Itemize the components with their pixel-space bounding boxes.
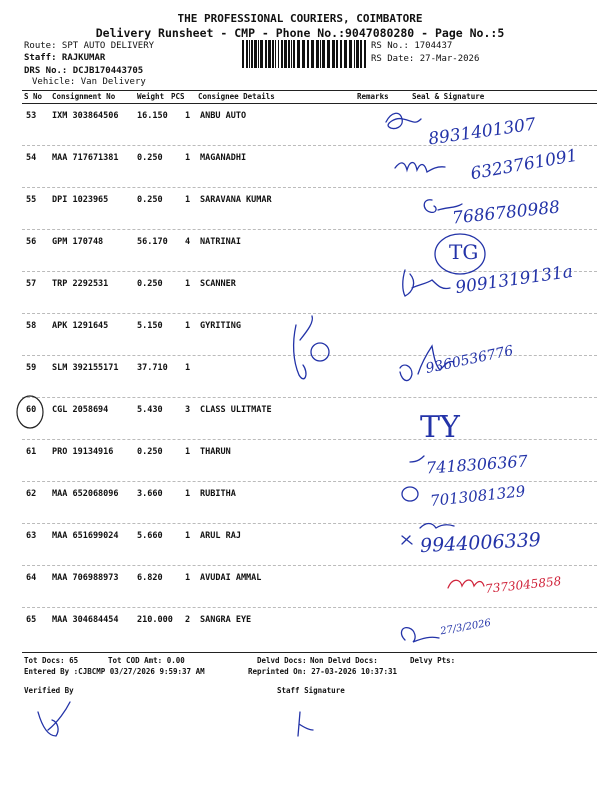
- handwritten-note: 7418306367: [425, 451, 529, 478]
- table-row: 58 APK 1291645 5.150 1 GYRITING: [22, 313, 597, 356]
- non-delvd-docs: Non Delvd Docs:: [310, 656, 378, 665]
- vehicle-label: Vehicle: Van Delivery: [32, 77, 146, 87]
- signature-row-57: [403, 270, 450, 296]
- tot-docs: Tot Docs: 65: [24, 656, 79, 665]
- handwritten-note: 7013081329: [429, 482, 527, 510]
- table-row: 60 CGL 2058694 5.430 3 CLASS ULITMATE: [22, 397, 597, 440]
- table-row: 59 SLM 392155171 37.710 1: [22, 355, 597, 398]
- table-row: 65 MAA 304684454 210.000 2 SANGRA EYE: [26, 615, 252, 625]
- staff-signature-label: Staff Signature: [277, 686, 345, 695]
- handwritten-note: 9360536776: [424, 342, 515, 378]
- row-60-circle: [17, 396, 43, 428]
- table-row: 53 IXM 303864506 16.150 1 ANBU AUTO: [22, 103, 597, 146]
- footer-divider: [22, 652, 597, 653]
- tg-circle: [435, 234, 485, 274]
- signature-row-63b: [420, 524, 454, 529]
- handwritten-note: 7373045858: [484, 574, 562, 596]
- tot-cod-amt: Tot COD Amt: 0.00: [108, 656, 185, 665]
- signature-row-53: [386, 113, 421, 128]
- signature-row-59: [400, 346, 454, 381]
- route-label: Route: SPT AUTO DELIVERY: [24, 41, 155, 51]
- entered-by: Entered By :CJBCMP 03/27/2026 9:59:37 AM: [24, 667, 205, 676]
- signature-row-55: [424, 200, 462, 213]
- handwritten-note: TY: [420, 410, 460, 445]
- signature-row-58: [294, 316, 313, 379]
- signature-row-54: [395, 163, 445, 173]
- signature-row-61: [410, 456, 424, 462]
- table-row: 62 MAA 652068096 3.660 1 RUBITHA: [22, 481, 597, 524]
- rs-number: RS No.: 1704437: [371, 41, 453, 51]
- signature-row-63: [402, 536, 412, 544]
- runsheet-subtitle: Delivery Runsheet - CMP - Phone No.:9047080280 - Page No.:5: [95, 26, 505, 40]
- table-row: 56 GPM 170748 56.170 4 NATRINAI: [22, 229, 597, 272]
- reprinted-on: Reprinted On: 27-03-2026 10:37:31: [248, 667, 398, 676]
- handwritten-note: 7686780988: [451, 197, 561, 229]
- staff-label: Staff: RAJKUMAR: [24, 53, 106, 63]
- col-sno: S No: [24, 92, 43, 101]
- table-row: 63 MAA 651699024 5.660 1 ARUL RAJ: [22, 523, 597, 566]
- verified-signature: [38, 702, 70, 736]
- col-pcs: PCS: [171, 92, 185, 101]
- col-seal-signature: Seal & Signature: [412, 92, 485, 101]
- company-title: THE PROFESSIONAL COURIERS, COIMBATORE: [177, 12, 423, 25]
- handwritten-note: 6323761091: [469, 145, 580, 185]
- col-remarks: Remarks: [357, 92, 389, 101]
- circle-mark-58: [311, 343, 329, 361]
- col-consignment: Consignment No: [52, 92, 116, 101]
- handwritten-note: 8931401307: [427, 114, 538, 150]
- handwritten-note: 9091319131a: [454, 261, 575, 299]
- staff-signature-mark: [298, 712, 313, 736]
- table-row: 61 PRO 19134916 0.250 1 THARUN: [22, 439, 597, 482]
- rs-date: RS Date: 27-Mar-2026: [371, 54, 480, 64]
- col-consignee: Consignee Details: [198, 92, 275, 101]
- drs-number: DRS No.: DCJB170443705: [24, 66, 144, 76]
- verified-by-label: Verified By: [24, 686, 74, 695]
- signature-row-64: [448, 580, 484, 588]
- handwritten-note: TG: [449, 240, 479, 264]
- signature-row-65: [402, 628, 439, 642]
- col-weight: Weight: [137, 92, 165, 101]
- table-row: 55 DPI 1023965 0.250 1 SARAVANA KUMAR: [22, 187, 597, 230]
- table-row: 54 MAA 717671381 0.250 1 MAGANADHI: [22, 145, 597, 188]
- handwritten-note: 27/3/2026: [439, 617, 492, 638]
- delvy-pts: Delvy Pts:: [410, 656, 456, 665]
- table-row: 64 MAA 706988973 6.820 1 AVUDAI AMMAL: [22, 565, 597, 608]
- table-row: 57 TRP 2292531 0.250 1 SCANNER: [22, 271, 597, 314]
- handwritten-note: 9944006339: [419, 528, 542, 558]
- delvd-docs: Delvd Docs:: [257, 656, 307, 665]
- oval-mark-62: [402, 487, 418, 501]
